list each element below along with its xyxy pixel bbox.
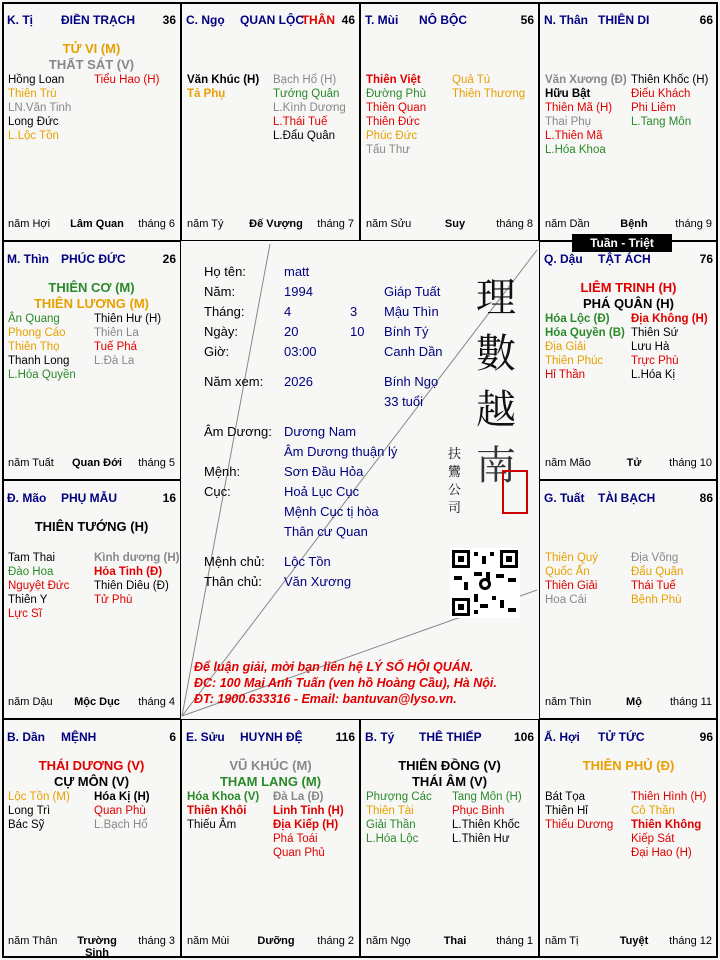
minor-star: L.Tang Môn bbox=[631, 116, 692, 128]
palace-footer bbox=[8, 696, 175, 710]
value-year: 1994 bbox=[284, 284, 313, 299]
minor-star: Thiên Khôi bbox=[187, 805, 247, 817]
minor-star: Hữu Bật bbox=[545, 88, 591, 100]
palace-name: HUYNH ĐỆ bbox=[240, 730, 303, 744]
minor-star: L.Hóa Khoa bbox=[545, 144, 606, 156]
palace-footer bbox=[187, 935, 354, 949]
minor-star: Thiên Giải bbox=[545, 580, 598, 592]
minor-star: Hóa Quyền (B) bbox=[545, 327, 625, 339]
value-day-solar: 20 bbox=[284, 324, 299, 339]
value-yinyang: Dương Nam bbox=[284, 424, 357, 439]
value-than-chu: Văn Xương bbox=[284, 574, 352, 589]
palace-number: 66 bbox=[699, 13, 713, 27]
palace-stage: Bệnh bbox=[620, 218, 648, 230]
palace-year: năm Tị bbox=[545, 935, 579, 947]
minor-stars-right bbox=[94, 73, 159, 87]
minor-star: Quốc Ấn bbox=[545, 566, 590, 578]
palace-branch: G. Tuất bbox=[544, 491, 585, 505]
palace-year: năm Hợi bbox=[8, 218, 51, 230]
minor-star: Đại Hao (H) bbox=[631, 847, 692, 859]
minor-star: Thiên Đức bbox=[366, 116, 420, 128]
value-age: 33 tuổi bbox=[384, 394, 424, 409]
minor-stars-left bbox=[545, 790, 613, 832]
palace-year: năm Thìn bbox=[545, 696, 592, 708]
main-stars bbox=[540, 280, 717, 312]
palace-header bbox=[544, 491, 713, 505]
main-star: THẤT SÁT (V) bbox=[48, 57, 135, 72]
palace-than-marker: THÂN bbox=[301, 13, 335, 27]
minor-stars-right bbox=[94, 312, 161, 368]
palace-header bbox=[7, 491, 176, 505]
palace-footer bbox=[8, 457, 175, 471]
palace-month: tháng 10 bbox=[669, 457, 712, 469]
main-star: THÁI DƯƠNG (V) bbox=[38, 758, 145, 773]
minor-star: Địa Võng bbox=[631, 552, 679, 564]
label-year: Năm: bbox=[204, 284, 236, 299]
main-star: THIÊN TƯỚNG (H) bbox=[34, 519, 149, 534]
main-star: THÁI ÂM (V) bbox=[411, 774, 488, 789]
minor-star: Thiên Trù bbox=[8, 88, 57, 100]
minor-star: Bác Sỹ bbox=[8, 819, 45, 831]
palace-q-dau[interactable] bbox=[539, 241, 718, 480]
minor-star: Thiên Thương bbox=[452, 88, 526, 100]
palace-footer bbox=[366, 218, 533, 232]
minor-star: Quả Tú bbox=[452, 74, 491, 86]
minor-star: Đường Phù bbox=[366, 88, 426, 100]
minor-star: Thiên Mã (H) bbox=[545, 102, 613, 114]
main-stars bbox=[182, 758, 359, 790]
palace-branch: B. Dần bbox=[7, 730, 46, 744]
minor-stars-left bbox=[545, 312, 625, 382]
main-star: TỬ VI (M) bbox=[62, 41, 121, 56]
value-view-year: 2026 bbox=[284, 374, 313, 389]
palace-name: THIÊN DI bbox=[598, 13, 650, 27]
palace-month: tháng 3 bbox=[138, 935, 175, 947]
palace-branch: C. Ngọ bbox=[186, 13, 225, 27]
minor-stars-left bbox=[187, 790, 259, 832]
minor-star: Kiếp Sát bbox=[631, 833, 675, 845]
minor-star: Địa Kiếp (H) bbox=[273, 819, 339, 831]
minor-star: Thiên Sứ bbox=[631, 327, 679, 339]
minor-star: Hồng Loan bbox=[8, 74, 65, 86]
main-stars bbox=[3, 519, 180, 535]
palace-header bbox=[7, 730, 176, 744]
minor-stars-right bbox=[273, 790, 344, 860]
main-stars bbox=[3, 280, 180, 312]
tuan-triet-badge: Tuần - Triệt bbox=[572, 234, 672, 252]
minor-star: Thiếu Dương bbox=[545, 819, 614, 831]
minor-stars-right bbox=[631, 73, 708, 129]
value-month-solar: 4 bbox=[284, 304, 292, 319]
palace-branch: N. Thân bbox=[544, 13, 588, 27]
palace-month: tháng 5 bbox=[138, 457, 175, 469]
palace-branch: E. Sửu bbox=[186, 730, 225, 744]
minor-star: Hoa Cái bbox=[545, 594, 587, 606]
palace-footer bbox=[366, 935, 533, 949]
label-cuc: Cục: bbox=[204, 484, 231, 499]
palace-number: 106 bbox=[513, 730, 534, 744]
value-month-canchi: Mậu Thìn bbox=[384, 304, 439, 319]
palace-footer bbox=[545, 696, 712, 710]
palace-stage: Đế Vượng bbox=[249, 218, 303, 230]
palace-month: tháng 4 bbox=[138, 696, 175, 708]
palace-month: tháng 2 bbox=[317, 935, 354, 947]
palace-stage: Mộc Dục bbox=[74, 696, 120, 708]
value-day-lunar: 10 bbox=[350, 324, 365, 339]
palace-number: 76 bbox=[699, 252, 713, 266]
minor-star: Lộc Tồn (M) bbox=[8, 791, 70, 803]
palace-footer bbox=[8, 935, 175, 959]
minor-star: L.Lộc Tồn bbox=[8, 130, 59, 142]
main-star: PHÁ QUÂN (H) bbox=[583, 296, 674, 311]
minor-stars-left bbox=[8, 312, 76, 382]
palace-header bbox=[7, 13, 176, 27]
palace-name: TÀI BẠCH bbox=[598, 491, 656, 505]
minor-star: Hóa Khoa (V) bbox=[187, 791, 260, 803]
vertical-signature: 扶鸞公司 bbox=[448, 447, 462, 516]
minor-star: Tiểu Hao (H) bbox=[94, 74, 160, 86]
minor-star: Đẩu Quân bbox=[631, 566, 684, 578]
palace-b-ty[interactable] bbox=[360, 719, 539, 958]
palace-footer bbox=[545, 218, 712, 232]
palace-branch: Q. Dậu bbox=[544, 252, 583, 266]
value-destiny: Sơn Đầu Hỏa bbox=[284, 464, 364, 479]
minor-star: L.Thiên Khốc bbox=[452, 819, 520, 831]
minor-star: L.Thiên Hư bbox=[452, 833, 510, 845]
palace-header bbox=[7, 252, 176, 266]
center-info-panel bbox=[180, 240, 538, 718]
minor-star: Phá Toái bbox=[273, 833, 318, 845]
minor-star: Bệnh Phù bbox=[631, 594, 682, 606]
palace-year: năm Mùi bbox=[187, 935, 230, 947]
calligraphy-logo bbox=[466, 270, 526, 494]
minor-stars-right bbox=[631, 551, 683, 607]
minor-star: Phục Binh bbox=[452, 805, 505, 817]
minor-stars-right bbox=[631, 312, 708, 382]
palace-month: tháng 7 bbox=[317, 218, 354, 230]
minor-star: Lực Sĩ bbox=[8, 608, 42, 620]
label-destiny: Mệnh: bbox=[204, 464, 241, 479]
minor-star: Quan Phủ bbox=[273, 847, 325, 859]
minor-star: Long Đức bbox=[8, 116, 59, 128]
minor-star: Tang Môn (H) bbox=[452, 791, 522, 803]
palace-month: tháng 6 bbox=[138, 218, 175, 230]
palace-n-than[interactable] bbox=[539, 2, 718, 241]
value-hour-canchi: Canh Dần bbox=[384, 344, 443, 359]
minor-star: Tử Phù bbox=[94, 594, 133, 606]
minor-star: Phượng Các bbox=[366, 791, 432, 803]
contact-line-2: ĐC: 100 Mai Anh Tuấn (ven hồ Hoàng Cầu), Hà Nội. bbox=[194, 676, 497, 690]
minor-star: Điếu Khách bbox=[631, 88, 691, 100]
minor-star: Đào Hoa bbox=[8, 566, 54, 578]
palace-t-mui[interactable] bbox=[360, 2, 539, 241]
seal-stamp bbox=[502, 470, 528, 514]
value-name: matt bbox=[284, 264, 310, 279]
minor-star: Tuế Phá bbox=[94, 341, 138, 353]
minor-stars-right bbox=[273, 73, 346, 143]
palace-branch: M. Thìn bbox=[7, 252, 49, 266]
minor-star: Lưu Hà bbox=[631, 341, 670, 353]
calligraphy-char-4: 南 bbox=[476, 443, 516, 489]
minor-star: Đà La (Đ) bbox=[273, 791, 324, 803]
minor-star: L.Thiên Mã bbox=[545, 130, 603, 142]
palace-name: NÔ BỘC bbox=[419, 13, 467, 27]
minor-star: Thiên Khốc (H) bbox=[631, 74, 709, 86]
value-cuc-note: Mệnh Cục tị hòa bbox=[284, 504, 379, 519]
label-view-year: Năm xem: bbox=[204, 374, 264, 389]
minor-star: Linh Tinh (H) bbox=[273, 805, 344, 817]
palace-stage: Thai bbox=[443, 935, 467, 947]
minor-star: Thái Tuế bbox=[631, 580, 676, 592]
minor-star: Thiên Thọ bbox=[8, 341, 60, 353]
minor-star: Hóa Kị (H) bbox=[94, 791, 150, 803]
minor-stars-right bbox=[94, 551, 179, 607]
minor-stars-left bbox=[545, 73, 627, 157]
minor-star: Ân Quang bbox=[8, 313, 60, 325]
minor-star: L.Kình Dương bbox=[273, 102, 346, 114]
palace-name: PHÚC ĐỨC bbox=[61, 252, 126, 266]
palace-month: tháng 8 bbox=[496, 218, 533, 230]
minor-stars-left bbox=[366, 73, 426, 157]
minor-star: Tướng Quân bbox=[273, 88, 340, 100]
value-than-cu: Thân cư Quan bbox=[284, 524, 368, 539]
palace-b-dan[interactable] bbox=[2, 719, 181, 958]
minor-stars-left bbox=[8, 73, 71, 143]
palace-month: tháng 12 bbox=[669, 935, 712, 947]
minor-star: Hỏa Tinh (Đ) bbox=[94, 566, 163, 578]
value-hour: 03:00 bbox=[284, 344, 317, 359]
minor-star: L.Đà La bbox=[94, 355, 135, 367]
minor-star: Bạch Hổ (H) bbox=[273, 74, 337, 86]
palace-name: THÊ THIẾP bbox=[419, 730, 482, 744]
minor-star: Quan Phù bbox=[94, 805, 146, 817]
palace-e-suu[interactable] bbox=[181, 719, 360, 958]
minor-star: Thiên Quý bbox=[545, 552, 599, 564]
contact-line-3: ĐT: 1900.633316 - Email: bantuvan@lyso.vn. bbox=[194, 692, 457, 706]
palace-header bbox=[186, 13, 355, 27]
value-view-year-canchi: Bính Ngọ bbox=[384, 374, 439, 389]
palace-number: 26 bbox=[162, 252, 176, 266]
palace-c-ngo[interactable] bbox=[181, 2, 360, 241]
palace-footer bbox=[545, 457, 712, 471]
palace-year: năm Mão bbox=[545, 457, 591, 469]
minor-stars-left bbox=[8, 790, 70, 832]
minor-star: Thanh Long bbox=[8, 355, 70, 367]
minor-star: Thiếu Âm bbox=[187, 819, 237, 831]
minor-stars-left bbox=[187, 73, 259, 101]
main-star: LIÊM TRINH (H) bbox=[580, 280, 677, 295]
palace-branch: K. Tị bbox=[7, 13, 33, 27]
minor-stars-right bbox=[94, 790, 150, 832]
value-cuc: Hoả Lục Cục bbox=[284, 484, 360, 499]
palace-stage: Trường Sinh bbox=[77, 935, 117, 959]
value-month-lunar: 3 bbox=[350, 304, 358, 319]
palace-m-thin[interactable] bbox=[2, 241, 181, 480]
palace-name: ĐIỀN TRẠCH bbox=[61, 13, 135, 27]
palace-number: 96 bbox=[699, 730, 713, 744]
palace-year: năm Dần bbox=[545, 218, 590, 230]
minor-star: Thiên Diêu (Đ) bbox=[94, 580, 169, 592]
main-stars bbox=[3, 41, 180, 73]
palace-g-tuat[interactable] bbox=[539, 480, 718, 719]
minor-stars-right bbox=[452, 73, 525, 101]
minor-star: Thiên Hình (H) bbox=[631, 791, 707, 803]
palace-name: TỬ TỨC bbox=[598, 730, 645, 744]
minor-stars-right bbox=[452, 790, 522, 846]
label-yinyang: Âm Dương: bbox=[204, 424, 272, 439]
palace-k-ti[interactable] bbox=[2, 2, 181, 241]
main-star: THAM LANG (M) bbox=[219, 774, 322, 789]
label-day: Ngày: bbox=[204, 324, 238, 339]
minor-star: Hỉ Thần bbox=[545, 369, 586, 381]
minor-star: Thiên Không bbox=[631, 819, 702, 831]
palace-stage: Mộ bbox=[626, 696, 642, 708]
label-menh-chu: Mệnh chủ: bbox=[204, 554, 265, 569]
palace-number: 46 bbox=[341, 13, 355, 27]
palace-number: 86 bbox=[699, 491, 713, 505]
minor-star: Cô Thần bbox=[631, 805, 675, 817]
minor-star: Kình dương (H) bbox=[94, 552, 180, 564]
minor-star: Thiên La bbox=[94, 327, 139, 339]
minor-star: Giải Thần bbox=[366, 819, 416, 831]
palace-month: tháng 11 bbox=[669, 696, 712, 708]
minor-stars-left bbox=[8, 551, 69, 621]
palace-header bbox=[365, 13, 534, 27]
contact-line-1: Để luận giải, mời bạn liên hệ LÝ SỐ HỘI QUÁN. bbox=[194, 660, 474, 674]
minor-star: Phong Cáo bbox=[8, 327, 66, 339]
minor-star: Tấu Thư bbox=[366, 144, 410, 156]
value-menh-chu: Lộc Tồn bbox=[284, 554, 331, 569]
main-stars bbox=[3, 758, 180, 790]
minor-star: L.Thái Tuế bbox=[273, 116, 328, 128]
calligraphy-char-1: 理 bbox=[476, 275, 516, 321]
minor-star: Thiên Hư (H) bbox=[94, 313, 162, 325]
palace-header bbox=[544, 13, 713, 27]
palace-name: TẬT ÁCH bbox=[598, 252, 651, 266]
palace-year: năm Tuất bbox=[8, 457, 54, 469]
minor-star: Tả Phụ bbox=[187, 88, 226, 100]
minor-star: Phi Liêm bbox=[631, 102, 676, 114]
palace-header bbox=[544, 252, 713, 266]
palace-d-mao[interactable] bbox=[2, 480, 181, 719]
palace-year: năm Sửu bbox=[366, 218, 412, 230]
palace-branch: Đ. Mão bbox=[7, 491, 47, 505]
main-star: THIÊN LƯƠNG (M) bbox=[33, 296, 150, 311]
minor-star: L.Hóa Lộc bbox=[366, 833, 419, 845]
main-stars bbox=[361, 758, 538, 790]
palace-year: năm Ngọ bbox=[366, 935, 411, 947]
minor-star: Thiên Việt bbox=[366, 74, 421, 86]
palace-name: PHỤ MẪU bbox=[61, 491, 117, 505]
minor-star: L.Bạch Hổ bbox=[94, 819, 148, 831]
qr-code-icon bbox=[450, 548, 520, 618]
minor-star: Phúc Đức bbox=[366, 130, 418, 142]
label-month: Tháng: bbox=[204, 304, 245, 319]
minor-star: L.Hóa Kị bbox=[631, 369, 676, 381]
minor-star: Thai Phụ bbox=[545, 116, 592, 128]
label-hour: Giờ: bbox=[204, 344, 230, 359]
main-star: THIÊN ĐỒNG (V) bbox=[398, 758, 501, 773]
main-star: THIÊN CƠ (M) bbox=[48, 280, 135, 295]
main-star: VŨ KHÚC (M) bbox=[229, 758, 312, 773]
palace-name: QUAN LỘC bbox=[240, 13, 304, 27]
minor-star: Thiên Hỉ bbox=[545, 805, 588, 817]
minor-star: L.Hóa Quyền bbox=[8, 369, 76, 381]
palace-year: năm Tý bbox=[187, 218, 224, 230]
palace-branch: B. Tý bbox=[365, 730, 395, 744]
palace-footer bbox=[545, 935, 712, 949]
main-star: THIÊN PHỦ (Đ) bbox=[582, 758, 675, 773]
label-name: Họ tên: bbox=[204, 264, 246, 279]
minor-star: Thiên Tài bbox=[366, 805, 414, 817]
palace-header bbox=[544, 730, 713, 744]
calligraphy-char-2: 數 bbox=[476, 331, 516, 377]
main-star: CỰ MÔN (V) bbox=[53, 774, 130, 789]
palace-footer bbox=[8, 218, 175, 232]
palace-month: tháng 9 bbox=[675, 218, 712, 230]
calligraphy-char-3: 越 bbox=[476, 387, 516, 433]
minor-star: Địa Giải bbox=[545, 341, 586, 353]
palace-number: 116 bbox=[335, 730, 355, 744]
palace-stage: Quan Đới bbox=[72, 457, 122, 469]
palace-year: năm Thân bbox=[8, 935, 58, 947]
palace-stage: Tuyệt bbox=[619, 935, 649, 947]
palace-number: 56 bbox=[520, 13, 534, 27]
minor-stars-right bbox=[631, 790, 706, 860]
value-yinyang-note: Âm Dương thuận lý bbox=[284, 444, 398, 459]
palace-branch: T. Mùi bbox=[365, 13, 399, 27]
minor-stars-left bbox=[366, 790, 432, 846]
palace-header bbox=[186, 730, 355, 744]
minor-star: Địa Không (H) bbox=[631, 313, 708, 325]
minor-star: Trực Phù bbox=[631, 355, 679, 367]
palace-header bbox=[365, 730, 534, 744]
minor-star: Văn Xương (Đ) bbox=[545, 74, 627, 86]
palace-stage: Lâm Quan bbox=[70, 218, 124, 230]
main-stars bbox=[540, 758, 717, 774]
minor-star: Long Trì bbox=[8, 805, 51, 817]
minor-star: Tam Thai bbox=[8, 552, 56, 564]
palace-number: 6 bbox=[169, 730, 176, 744]
palace-name: MỆNH bbox=[61, 730, 97, 744]
minor-star: Hóa Lộc (Đ) bbox=[545, 313, 610, 325]
palace-month: tháng 1 bbox=[496, 935, 533, 947]
palace-number: 16 bbox=[162, 491, 176, 505]
palace-stage: Tử bbox=[626, 457, 642, 469]
palace-a-hoi[interactable] bbox=[539, 719, 718, 958]
minor-star: Thiên Quan bbox=[366, 102, 427, 114]
minor-stars-left bbox=[545, 551, 598, 607]
minor-star: L.Đẩu Quân bbox=[273, 130, 336, 142]
palace-footer bbox=[187, 218, 354, 232]
palace-stage: Suy bbox=[444, 218, 466, 230]
value-day-canchi: Bính Tý bbox=[384, 324, 429, 339]
palace-number: 36 bbox=[162, 13, 176, 27]
value-year-canchi: Giáp Tuất bbox=[384, 284, 441, 299]
label-than-chu: Thân chủ: bbox=[204, 574, 262, 589]
minor-star: Nguyệt Đức bbox=[8, 580, 70, 592]
minor-star: LN.Văn Tinh bbox=[8, 102, 72, 114]
minor-star: Thiên Y bbox=[8, 594, 48, 606]
palace-stage: Dưỡng bbox=[257, 935, 295, 947]
palace-branch: Ấ. Hợi bbox=[544, 730, 580, 744]
minor-star: Bát Tọa bbox=[545, 791, 586, 803]
minor-star: Văn Khúc (H) bbox=[187, 74, 260, 86]
minor-star: Thiên Phúc bbox=[545, 355, 604, 367]
palace-year: năm Dậu bbox=[8, 696, 53, 708]
